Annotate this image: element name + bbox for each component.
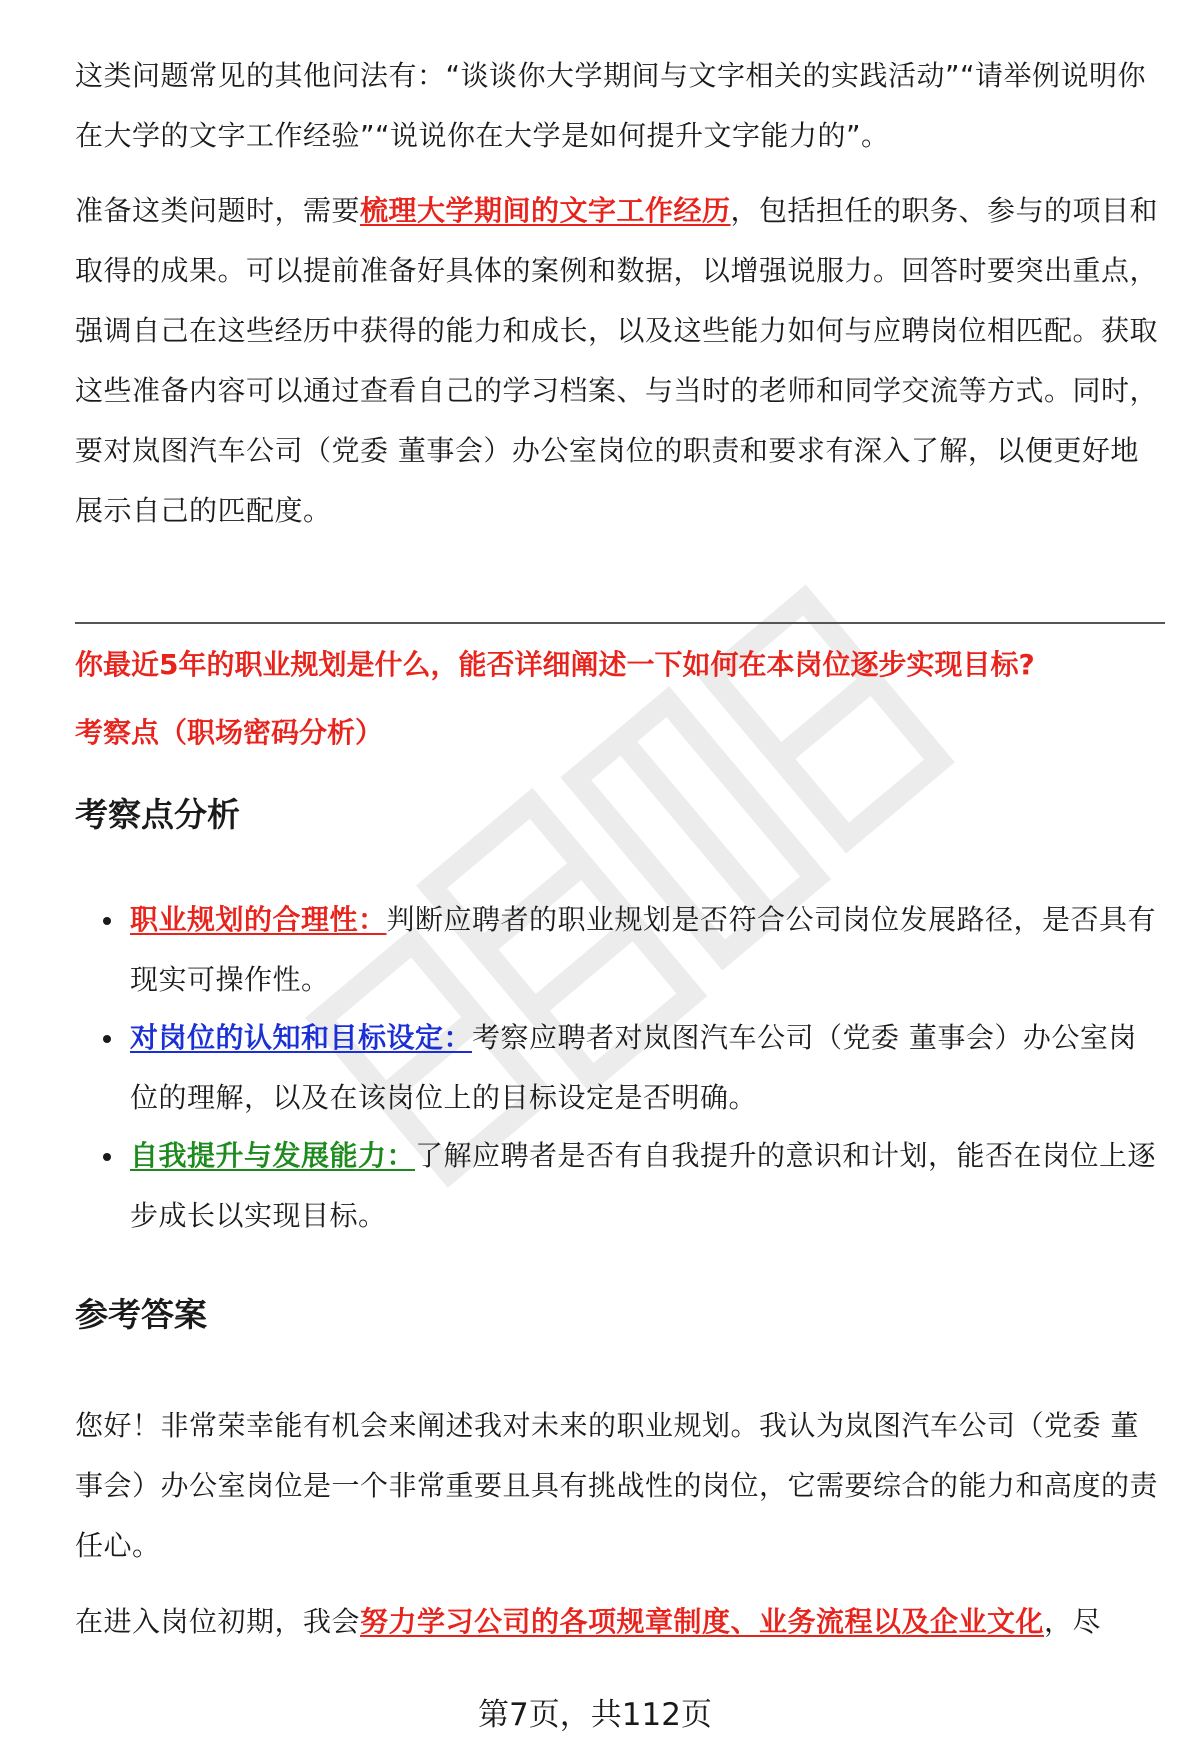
answer-text-before: 在进入岗位初期，我会 — [75, 1605, 361, 1638]
analysis-item-label: 对岗位的认知和目标设定： — [130, 1021, 473, 1054]
answer-paragraph-2 — [75, 1592, 1165, 1652]
answer-text-after: ，尽 — [1044, 1605, 1102, 1638]
analysis-item-text: 判断应聘者的职业规划是否符合公司岗位发展路径，是否具有现实可操作性。 — [130, 903, 1157, 996]
prep-paragraph — [75, 181, 1165, 541]
analysis-item-text: 了解应聘者是否有自我提升的意识和计划，能否在岗位上逐步成长以实现目标。 — [130, 1139, 1157, 1232]
analysis-item-label: 职业规划的合理性： — [130, 903, 387, 936]
answer-heading: 参考答案 — [75, 1295, 207, 1334]
prep-highlight: 梳理大学期间的文字工作经历 — [360, 194, 731, 227]
analysis-item-text: 考察应聘者对岚图汽车公司（党委 董事会）办公室岗位的理解，以及在该岗位上的目标设定是否明确。 — [130, 1021, 1137, 1114]
question-title: 你最近5年的职业规划是什么，能否详细阐述一下如何在本岗位逐步实现目标? — [75, 648, 1035, 681]
intro-paragraph: 这类问题常见的其他问法有：“谈谈你大学期间与文字相关的实践活动”“请举例说明你在大学的文字工作经验”“说说你在大学是如何提升文字能力的”。 — [75, 59, 1147, 152]
prep-text-after: ，包括担任的职务、参与的项目和取得的成果。可以提前准备好具体的案例和数据，以增强说服力。回答时要突出重点，强调自己在这些经历中获得的能力和成长，以及这些能力如何与应聘岗位相匹配。获取这些准备内容可以通过查看自己的学习档案、与当时的老师和同学交流等方式。同时，要对岚图汽车公司（党委 董事会）办公室岗位的职责和要求有深入了解，以便更好地展示自己的匹配度。 — [75, 194, 1159, 527]
analysis-item — [75, 1126, 1165, 1246]
question-subtitle: 考察点（职场密码分析） — [75, 716, 384, 749]
answer-paragraph-1: 您好！非常荣幸能有机会来阐述我对未来的职业规划。我认为岚图汽车公司（党委 董事会）办公室岗位是一个非常重要且具有挑战性的岗位，它需要综合的能力和高度的责任心。 — [75, 1409, 1159, 1562]
prep-text-before: 准备这类问题时，需要 — [75, 194, 361, 227]
section-divider — [75, 622, 1165, 624]
analysis-list — [75, 890, 1165, 1246]
analysis-heading: 考察点分析 — [75, 795, 240, 834]
analysis-item-label: 自我提升与发展能力： — [130, 1139, 416, 1172]
bullet-dot-icon — [103, 1153, 111, 1161]
analysis-item — [75, 1008, 1165, 1128]
answer-highlight: 努力学习公司的各项规章制度、业务流程以及企业文化 — [360, 1605, 1045, 1638]
bullet-dot-icon — [103, 1035, 111, 1043]
page-number: 第7页，共112页 — [478, 1697, 712, 1733]
bullet-dot-icon — [103, 917, 111, 925]
analysis-item — [75, 890, 1165, 1010]
